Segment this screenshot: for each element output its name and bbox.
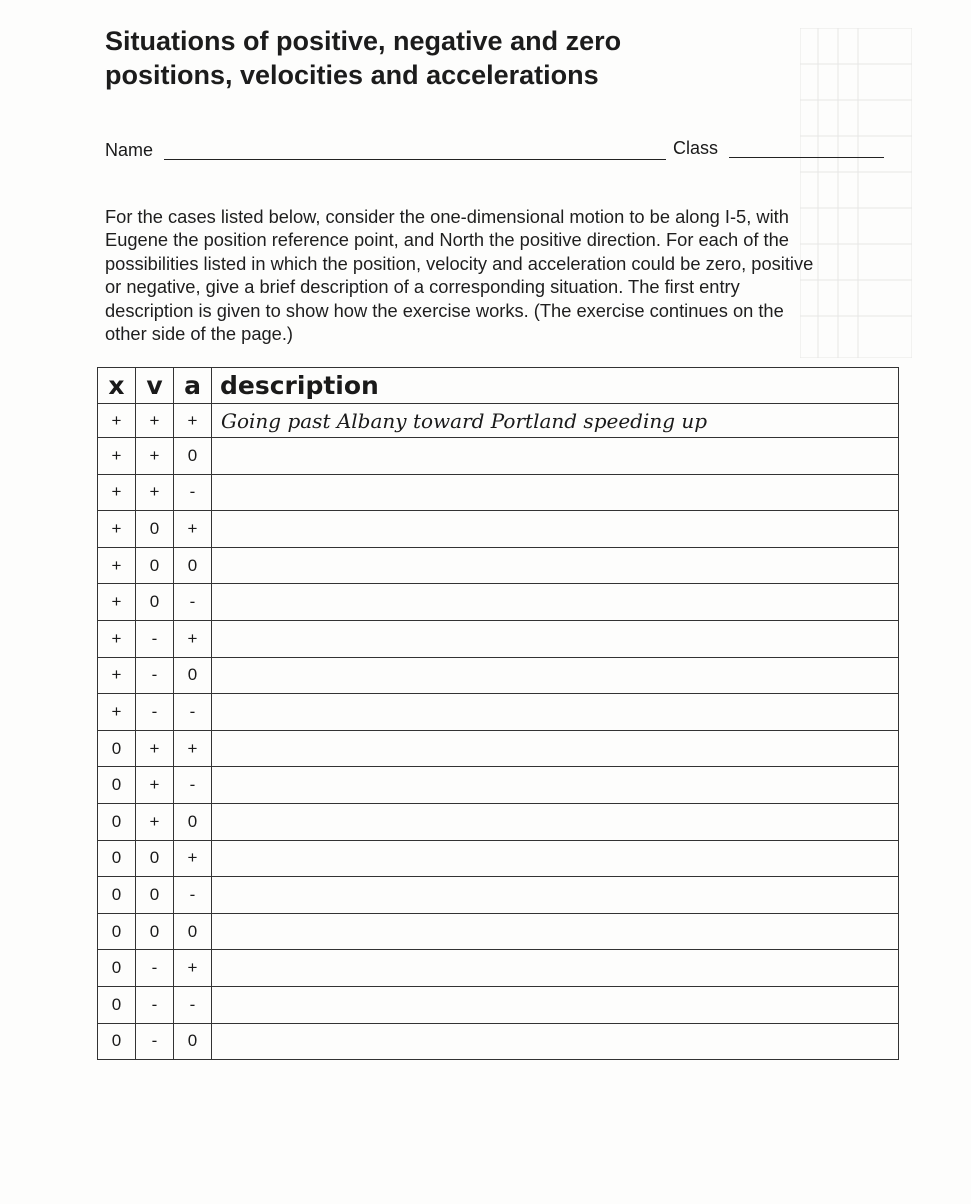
cell-v: + [136,474,174,511]
cell-a: 0 [174,438,212,475]
cell-a: - [174,767,212,804]
cell-a: + [174,730,212,767]
cell-v: - [136,620,174,657]
cell-v: - [136,657,174,694]
cell-x: 0 [98,950,136,987]
table-row [98,803,899,840]
instructions-line: For the cases listed below, consider the one-dimensional motion to be along I-5, with [105,206,789,227]
table-row [98,877,899,914]
cell-description[interactable] [212,877,899,914]
cell-a: - [174,877,212,914]
instructions-line: description is given to show how the exercise works. (The exercise continues on the [105,299,784,321]
cell-description[interactable] [212,657,899,694]
instructions-line: Eugene the position reference point, and North the positive direction. For each of the [105,229,789,251]
table-row [98,657,899,694]
cell-a: + [174,620,212,657]
cell-description[interactable] [212,511,899,548]
cell-description[interactable] [212,1023,899,1060]
instructions-paragraph [105,205,895,345]
cell-description[interactable] [212,620,899,657]
table-row [98,511,899,548]
cell-description[interactable] [212,767,899,804]
cell-a: - [174,474,212,511]
cell-v: 0 [136,584,174,621]
cell-x: + [98,584,136,621]
cell-v: + [136,803,174,840]
name-label: Name [105,140,154,160]
cell-v: + [136,767,174,804]
cell-v: 0 [136,840,174,877]
instructions-line: or negative, give a brief description of a corresponding situation. The first entry [105,276,740,298]
cell-a: 0 [174,547,212,584]
cell-description[interactable] [212,438,899,475]
cell-description[interactable] [212,547,899,584]
cell-description[interactable] [212,840,899,877]
cell-x: + [98,547,136,584]
cell-v: - [136,1023,174,1060]
cell-a: - [174,986,212,1023]
table-row [98,730,899,767]
table-row [98,694,899,731]
cell-a: 0 [174,1023,212,1060]
cell-a: 0 [174,803,212,840]
header-a: a [174,368,212,404]
table-row [98,767,899,804]
cell-description[interactable] [212,730,899,767]
cell-description[interactable] [212,803,899,840]
header-x: x [98,368,136,404]
cell-a: + [174,950,212,987]
cell-description[interactable]: Going past Albany toward Portland speeding up [212,404,899,438]
page-title [105,24,745,92]
class-label: Class [673,138,719,158]
cell-v: 0 [136,877,174,914]
cell-v: 0 [136,547,174,584]
header-v: v [136,368,174,404]
motion-table [97,367,899,1060]
table-row [98,840,899,877]
table-row [98,986,899,1023]
cell-v: + [136,730,174,767]
cell-x: + [98,620,136,657]
cell-description[interactable] [212,474,899,511]
cell-description[interactable] [212,950,899,987]
cell-v: 0 [136,511,174,548]
cell-x: + [98,474,136,511]
table-row [98,404,899,438]
cell-x: 0 [98,803,136,840]
cell-x: + [98,404,136,438]
cell-x: 0 [98,840,136,877]
cell-a: + [174,404,212,438]
cell-a: + [174,511,212,548]
title-line-2: positions, velocities and accelerations [105,60,599,90]
table-row [98,913,899,950]
cell-x: + [98,511,136,548]
cell-a: 0 [174,913,212,950]
table-row [98,584,899,621]
cell-v: 0 [136,913,174,950]
header-description: description [212,368,899,404]
table-row [98,1023,899,1060]
cell-x: 0 [98,986,136,1023]
table-header-row [98,368,899,404]
cell-a: + [174,840,212,877]
cell-description[interactable] [212,986,899,1023]
cell-x: 0 [98,877,136,914]
cell-x: + [98,438,136,475]
cell-x: + [98,694,136,731]
table-row [98,950,899,987]
cell-description[interactable] [212,913,899,950]
cell-v: + [136,404,174,438]
name-field[interactable] [164,159,666,160]
cell-x: + [98,657,136,694]
title-line-1: Situations of positive, negative and zero [105,26,622,56]
cell-a: 0 [174,657,212,694]
cell-a: - [174,694,212,731]
cell-x: 0 [98,1023,136,1060]
cell-description[interactable] [212,694,899,731]
cell-a: - [174,584,212,621]
cell-x: 0 [98,730,136,767]
cell-v: - [136,986,174,1023]
cell-description[interactable] [212,584,899,621]
table-body [98,404,899,1060]
class-field[interactable] [729,157,884,158]
cell-x: 0 [98,913,136,950]
table-row [98,474,899,511]
table-row [98,547,899,584]
table-row [98,438,899,475]
cell-v: - [136,694,174,731]
table-row [98,620,899,657]
instructions-line: other side of the page.) [105,323,294,345]
instructions-line: possibilities listed in which the position, velocity and acceleration could be zero, positive [105,252,814,274]
cell-v: + [136,438,174,475]
cell-v: - [136,950,174,987]
cell-x: 0 [98,767,136,804]
